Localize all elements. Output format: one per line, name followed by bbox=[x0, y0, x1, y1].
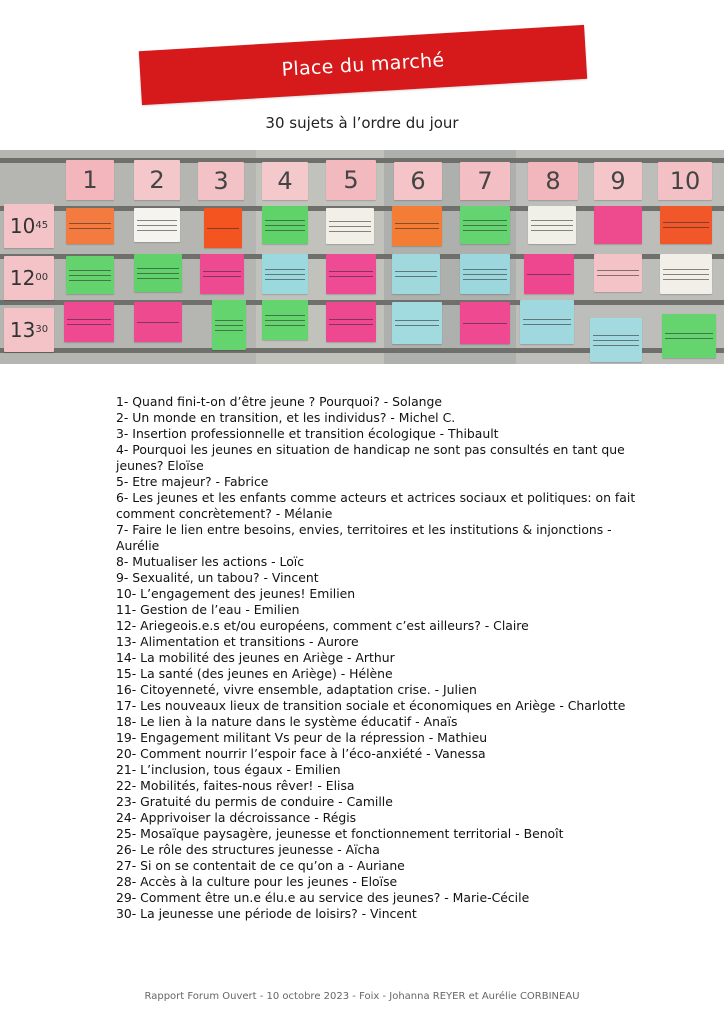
topics-list bbox=[116, 394, 636, 922]
topic-note bbox=[392, 302, 442, 344]
time-slot-3: 13 30 bbox=[4, 308, 54, 352]
topic-note bbox=[590, 318, 642, 362]
list-item: 11- Gestion de l’eau - Emilien bbox=[116, 602, 300, 617]
list-item: 19- Engagement militant Vs peur de la répression - Mathieu bbox=[116, 730, 488, 745]
topic-note bbox=[134, 254, 182, 292]
list-item: 9- Sexualité, un tabou? - Vincent bbox=[116, 570, 319, 585]
topic-note bbox=[460, 254, 510, 294]
topic-note bbox=[326, 208, 374, 244]
column-number-8: 8 bbox=[528, 162, 578, 200]
list-item: 1- Quand fini-t-on d’être jeune ? Pourquoi? - Solange bbox=[116, 394, 442, 409]
column-number-2: 2 bbox=[134, 160, 180, 200]
list-item: 3- Insertion professionnelle et transition écologique - Thibault bbox=[116, 426, 499, 441]
topic-note bbox=[134, 302, 182, 342]
list-item: 7- Faire le lien entre besoins, envies, territoires et les institutions & injonctions - Aurélie bbox=[116, 522, 612, 553]
board-photo bbox=[0, 150, 724, 364]
list-item: 23- Gratuité du permis de conduire - Camille bbox=[116, 794, 393, 809]
topic-note bbox=[460, 302, 510, 344]
topic-note bbox=[594, 254, 642, 292]
topic-note bbox=[66, 208, 114, 244]
topic-note bbox=[262, 206, 308, 244]
list-item: 17- Les nouveaux lieux de transition sociale et économiques en Ariège - Charlotte bbox=[116, 698, 626, 713]
topic-note bbox=[64, 302, 114, 342]
list-item: 22- Mobilités, faites-nous rêver! - Elisa bbox=[116, 778, 355, 793]
list-item: 8- Mutualiser les actions - Loïc bbox=[116, 554, 305, 569]
column-number-3: 3 bbox=[198, 162, 244, 200]
column-number-9: 9 bbox=[594, 162, 642, 200]
topic-note bbox=[262, 300, 308, 340]
topic-note bbox=[204, 208, 242, 248]
list-item: 10- L’engagement des jeunes! Emilien bbox=[116, 586, 356, 601]
list-item: 12- Ariegeois.e.s et/ou européens, comment c’est ailleurs? - Claire bbox=[116, 618, 529, 633]
topic-note bbox=[134, 208, 180, 242]
list-item: 15- La santé (des jeunes en Ariège) - Hélène bbox=[116, 666, 393, 681]
column-number-7: 7 bbox=[460, 162, 510, 200]
list-item: 13- Alimentation et transitions - Aurore bbox=[116, 634, 359, 649]
page-subtitle: 30 sujets à l’ordre du jour bbox=[265, 114, 459, 132]
column-number-4: 4 bbox=[262, 162, 308, 200]
topic-note bbox=[66, 256, 114, 294]
time-slot-2: 12 00 bbox=[4, 256, 54, 300]
topic-note bbox=[528, 206, 576, 244]
page-title: Place du marché bbox=[281, 49, 445, 81]
list-item: 6- Les jeunes et les enfants comme acteurs et actrices sociaux et politiques: on fait comment concrètement? - Mélanie bbox=[116, 490, 636, 521]
topic-note bbox=[212, 300, 246, 350]
list-item: 14- La mobilité des jeunes en Ariège - Arthur bbox=[116, 650, 395, 665]
topic-note bbox=[200, 254, 244, 294]
topic-note bbox=[326, 254, 376, 294]
topic-note bbox=[520, 300, 574, 344]
column-number-5: 5 bbox=[326, 160, 376, 200]
column-number-1: 1 bbox=[66, 160, 114, 200]
page-footer: Rapport Forum Ouvert - 10 octobre 2023 - Foix - Johanna REYER et Aurélie CORBINEAU bbox=[144, 991, 580, 1002]
list-item: 4- Pourquoi les jeunes en situation de handicap ne sont pas consultés en tant que jeunes? Eloïse bbox=[116, 442, 625, 473]
topic-note bbox=[326, 302, 376, 342]
list-item: 24- Apprivoiser la décroissance - Régis bbox=[116, 810, 357, 825]
topic-note bbox=[662, 314, 716, 358]
list-item: 5- Etre majeur? - Fabrice bbox=[116, 474, 269, 489]
list-item: 29- Comment être un.e élu.e au service des jeunes? - Marie-Cécile bbox=[116, 890, 530, 905]
list-item: 20- Comment nourrir l’espoir face à l’éco-anxiété - Vanessa bbox=[116, 746, 486, 761]
time-slot-1: 10 45 bbox=[4, 204, 54, 248]
title-banner bbox=[139, 25, 587, 105]
list-item: 25- Mosaïque paysagère, jeunesse et fonctionnement territorial - Benoît bbox=[116, 826, 564, 841]
topic-note bbox=[460, 206, 510, 244]
topic-note bbox=[524, 254, 574, 294]
list-item: 30- La jeunesse une période de loisirs? - Vincent bbox=[116, 906, 417, 921]
topic-note bbox=[392, 206, 442, 246]
topic-note bbox=[660, 254, 712, 294]
list-item: 21- L’inclusion, tous égaux - Emilien bbox=[116, 762, 341, 777]
list-item: 18- Le lien à la nature dans le système éducatif - Anaïs bbox=[116, 714, 458, 729]
list-item: 16- Citoyenneté, vivre ensemble, adaptation crise. - Julien bbox=[116, 682, 477, 697]
column-number-10: 10 bbox=[658, 162, 712, 200]
topic-note bbox=[660, 206, 712, 244]
list-item: 2- Un monde en transition, et les individus? - Michel C. bbox=[116, 410, 456, 425]
list-item: 28- Accès à la culture pour les jeunes - Eloïse bbox=[116, 874, 398, 889]
column-number-6: 6 bbox=[394, 162, 442, 200]
list-item: 26- Le rôle des structures jeunesse - Aïcha bbox=[116, 842, 380, 857]
list-item: 27- Si on se contentait de ce qu’on a - Auriane bbox=[116, 858, 405, 873]
topic-note bbox=[262, 254, 308, 294]
topic-note bbox=[392, 254, 440, 294]
topic-note bbox=[594, 206, 642, 244]
